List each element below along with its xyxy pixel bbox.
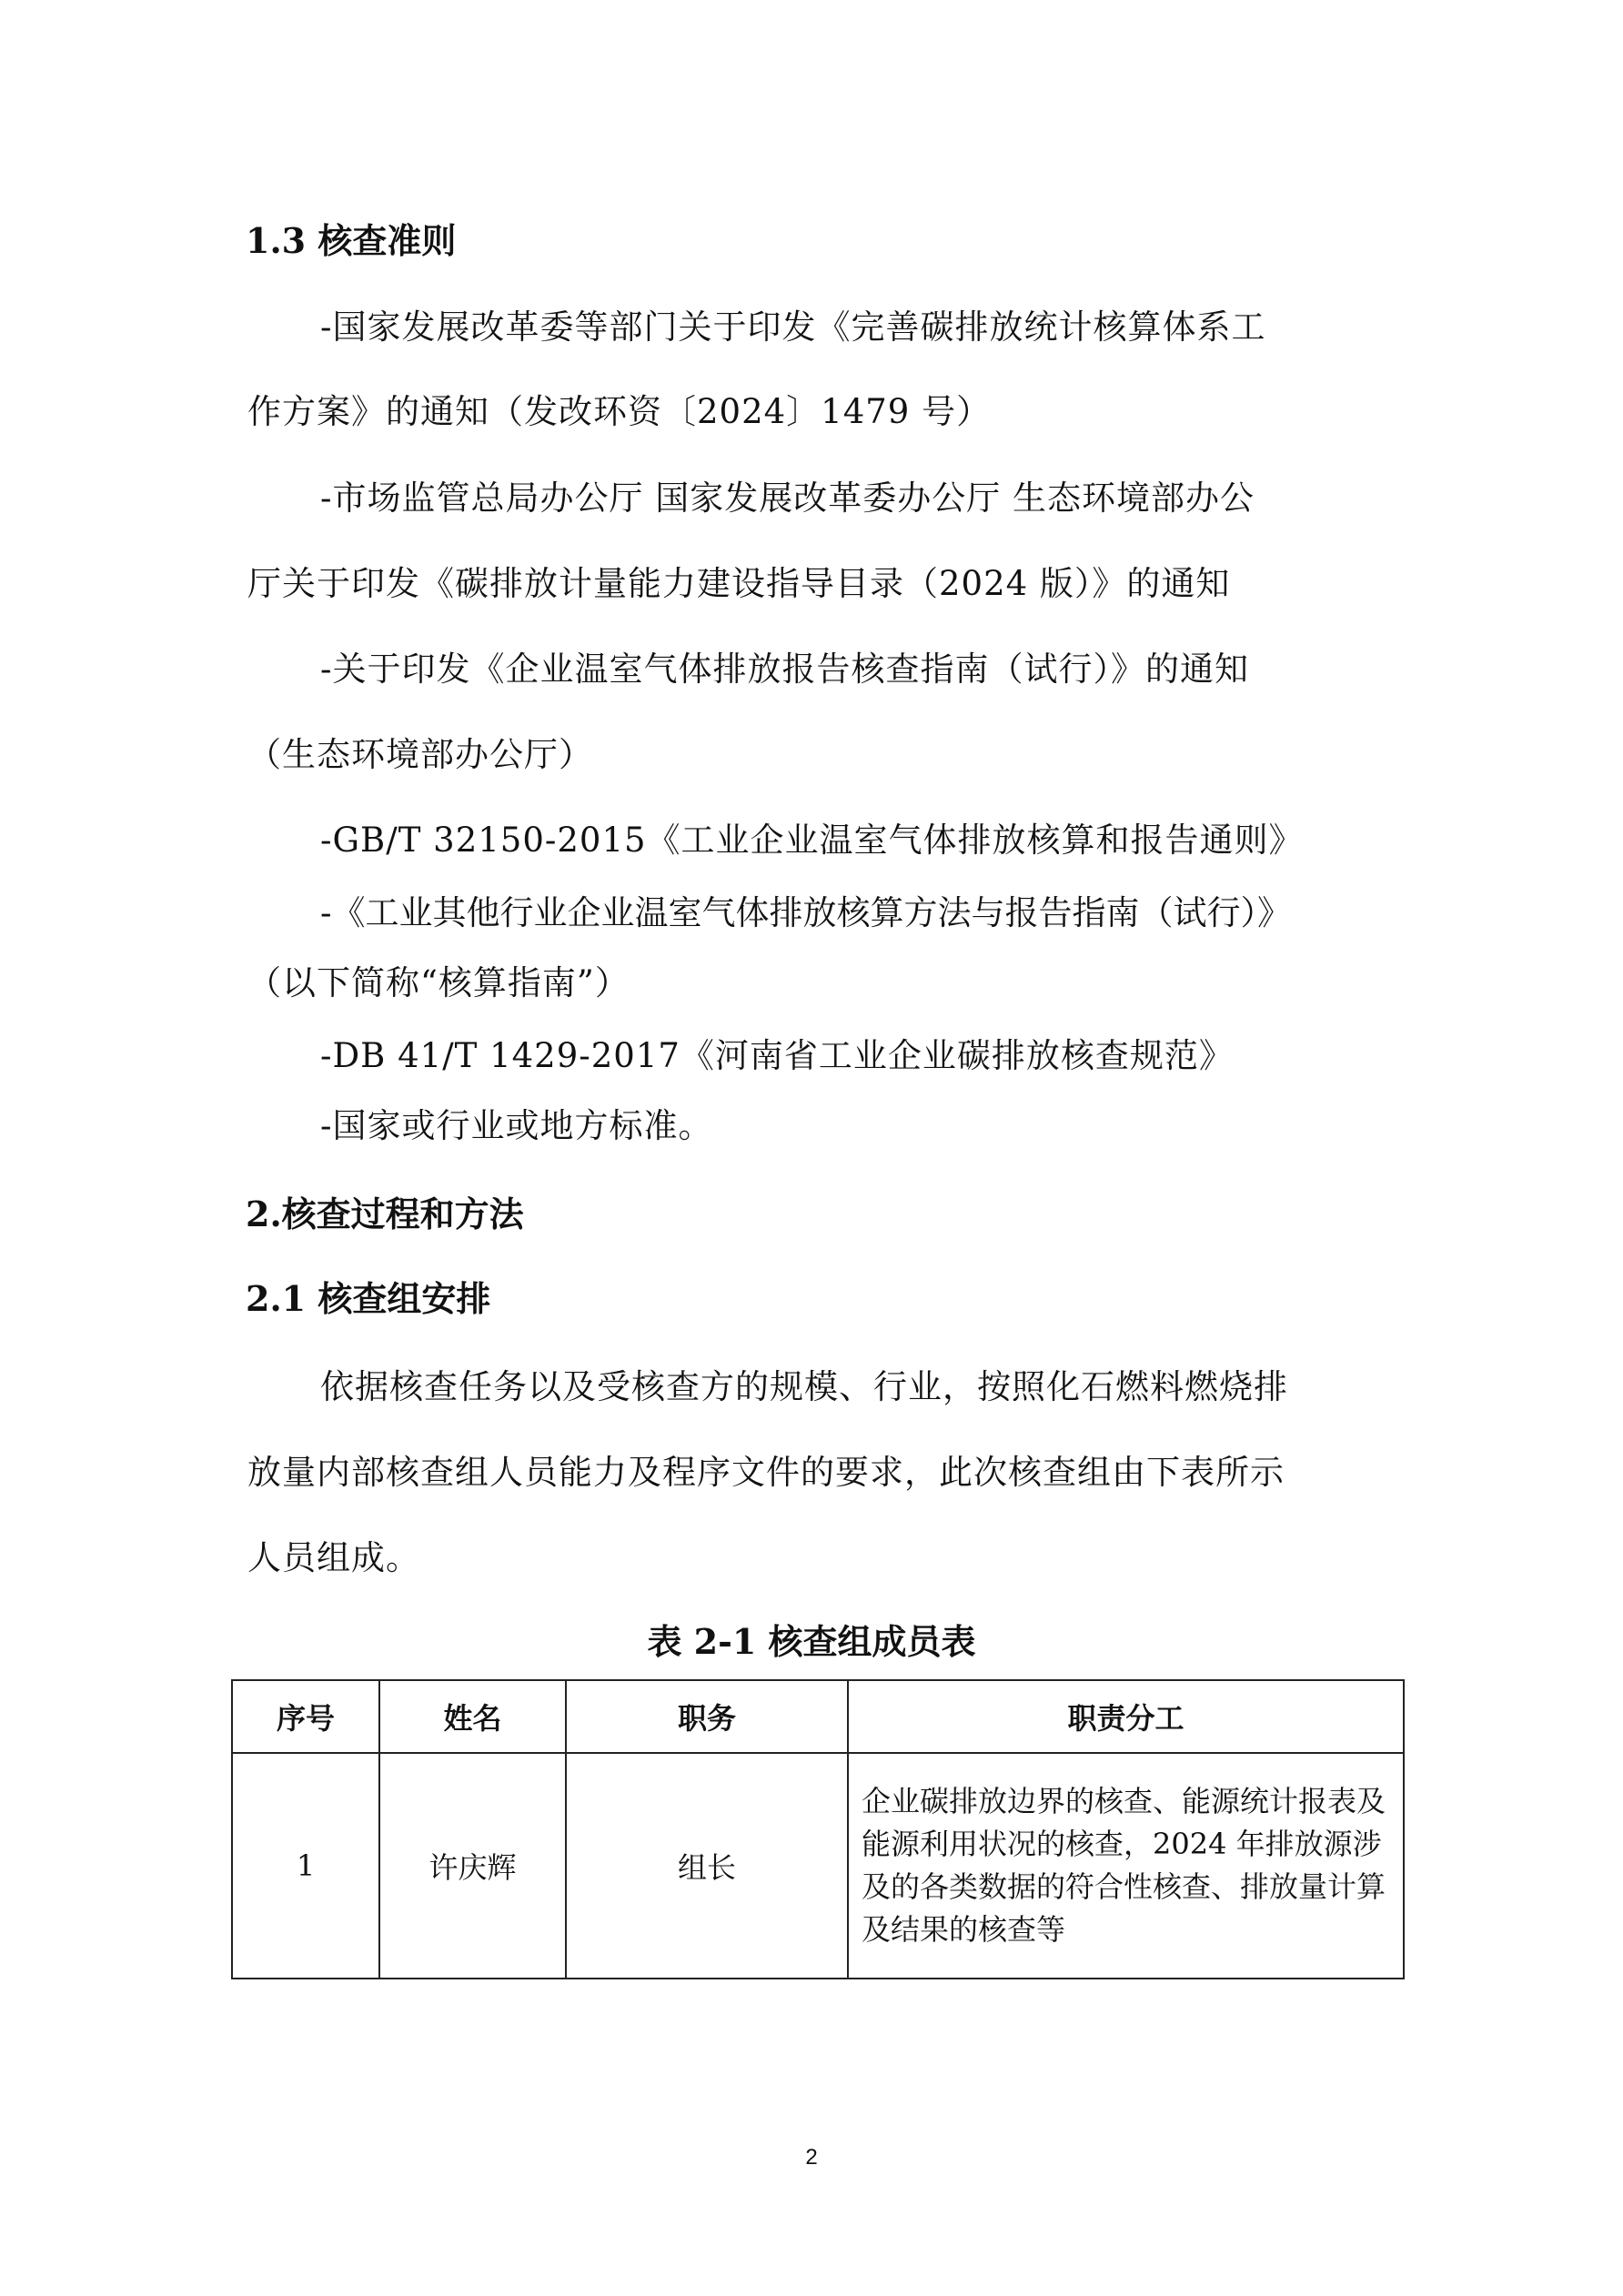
page-number: 2 <box>805 2145 818 2170</box>
paragraph-line: 人员组成。 <box>247 1538 420 1577</box>
section-1-3-title: 1.3 核查准则 <box>246 220 457 261</box>
table-row <box>232 1753 1404 1979</box>
criteria-line: -DB 41/T 1429-2017《河南省工业企业碳排放核查规范》 <box>320 1036 1234 1075</box>
criteria-line: 厅关于印发《碳排放计量能力建设指导目录（2024 版）》的通知 <box>247 564 1231 603</box>
criteria-line: （生态环境部办公厅） <box>247 735 593 774</box>
cell-duties: 企业碳排放边界的核查、能源统计报表及能源利用状况的核查，2024 年排放源涉及的各类数据的符合性核查、排放量计算及结果的核查等 <box>848 1753 1404 1979</box>
criteria-line: -国家发展改革委等部门关于印发《完善碳排放统计核算体系工 <box>320 307 1266 347</box>
table-caption: 表 2-1 核查组成员表 <box>647 1621 976 1662</box>
cell-name: 许庆辉 <box>379 1753 566 1979</box>
paragraph-line: 放量内部核查组人员能力及程序文件的要求，此次核查组由下表所示 <box>247 1453 1285 1492</box>
header-name: 姓名 <box>379 1680 566 1753</box>
staff-table <box>231 1679 1405 1979</box>
criteria-line: -《工业其他行业企业温室气体排放核算方法与报告指南（试行）》 <box>320 893 1292 932</box>
cell-index: 1 <box>232 1753 379 1979</box>
table-header-row <box>232 1680 1404 1753</box>
cell-position: 组长 <box>566 1753 848 1979</box>
header-index: 序号 <box>232 1680 379 1753</box>
criteria-line: 作方案》的通知（发改环资〔2024〕1479 号） <box>247 392 992 431</box>
criteria-line: -GB/T 32150-2015《工业企业温室气体排放核算和报告通则》 <box>320 821 1304 860</box>
criteria-line: （以下简称“核算指南”） <box>247 963 630 1002</box>
criteria-line: -国家或行业或地方标准。 <box>320 1106 713 1145</box>
section-2-title: 2.核查过程和方法 <box>246 1193 524 1234</box>
header-position: 职务 <box>566 1680 848 1753</box>
header-duties: 职责分工 <box>848 1680 1404 1753</box>
criteria-line: -关于印发《企业温室气体排放报告核查指南（试行）》的通知 <box>320 650 1250 689</box>
paragraph-line: 依据核查任务以及受核查方的规模、行业，按照化石燃料燃烧排 <box>320 1367 1288 1406</box>
criteria-line: -市场监管总局办公厅 国家发展改革委办公厅 生态环境部办公 <box>320 478 1255 518</box>
section-2-1-title: 2.1 核查组安排 <box>246 1278 491 1319</box>
